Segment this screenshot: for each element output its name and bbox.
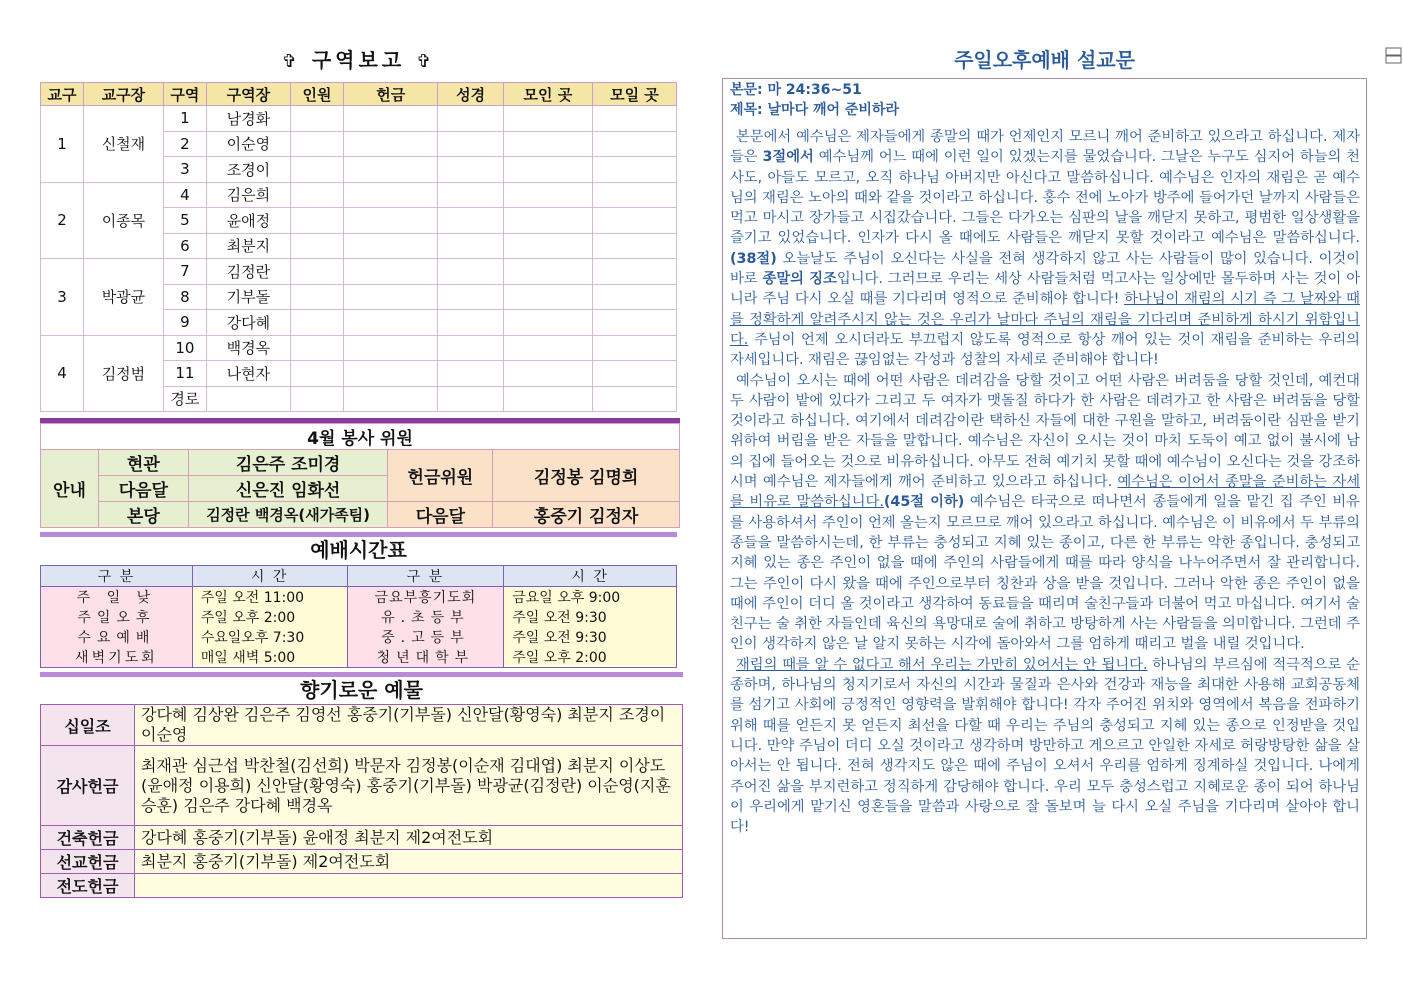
district-number: 6 xyxy=(163,233,206,259)
header-bible: 성경 xyxy=(438,83,504,106)
parish-number: 2 xyxy=(41,182,84,259)
parish-number: 4 xyxy=(41,335,84,412)
offering-committee-label: 헌금위원 xyxy=(388,450,493,502)
district-leader: 조경이 xyxy=(206,157,290,183)
table-row xyxy=(41,874,683,898)
worship-category: 중.고등부 xyxy=(347,627,504,647)
sermon-text: 하나님의 부르심에 적극적으로 순종하며, 하나님의 청지기로서 자신의 시간과 물질과 은사와 건강과 재능을 최대한 사용해 교회공동체를 섬기고 사회에 긍정적인 영향력을 발휘해야 합니다! 각자 주어진 위치와 영역에서 복음을 전파하기 위해 때를 얻든지 못 얻든지 최선을 다할 때 우리는 주님의 충성되고 지혜 있는 종으로 인정받을 것입니다. 만약 주님이 더디 오실 것이라고 생각하며 방만하고 게으르고 안일한 자세로 허랑방탕한 삶을 살아서는 안 됩니다. 전혀 생각지도 않은 때에 주님이 오셔서 우리를 엄하게 징계하실 것입니다. 나에게 주어진 삶을 부지런하고 정직하게 감당해야 합니다. 우리 모두 충성스럽고 지혜로운 종이 되어 하나님이 우리에게 맡기신 영혼들을 말씀과 사랑으로 잘 돌보며 늘 다시 오실 주님을 기다리며 살아야 합니다! xyxy=(730,656,1360,836)
bible-cell[interactable] xyxy=(438,106,504,132)
next-place-cell[interactable] xyxy=(592,106,676,132)
sermon-emphasis: (45절 이하) xyxy=(883,494,965,511)
district-leader: 기부돌 xyxy=(206,284,290,310)
worship-time: 주일 오후 2:00 xyxy=(504,647,677,668)
next-place-cell[interactable] xyxy=(592,259,676,285)
next-place-cell[interactable] xyxy=(592,157,676,183)
header-district-leader: 구역장 xyxy=(206,83,290,106)
parish-number: 3 xyxy=(41,259,84,336)
sermon-paragraph xyxy=(730,371,1360,655)
offerings-title: 향기로운 예물 xyxy=(300,678,423,702)
bible-cell[interactable] xyxy=(438,208,504,234)
attendance-cell[interactable] xyxy=(290,106,343,132)
district-leader xyxy=(206,386,290,412)
worship-category: 주 일 낮 xyxy=(41,587,193,608)
header-parish-leader: 교구장 xyxy=(84,83,164,106)
worship-schedule-title: 예배시간표 xyxy=(310,538,407,562)
report-header-row xyxy=(41,83,677,106)
table-row xyxy=(41,607,677,627)
district-leader: 이순영 xyxy=(206,131,290,157)
next-place-cell[interactable] xyxy=(592,335,676,361)
bible-cell[interactable] xyxy=(438,335,504,361)
offering-cell[interactable] xyxy=(344,131,438,157)
bible-cell[interactable] xyxy=(438,259,504,285)
met-place-cell[interactable] xyxy=(503,335,592,361)
offering-names: 강다혜 홍중기(기부돌) 윤애정 최분지 제2여전도회 xyxy=(135,826,683,850)
attendance-cell[interactable] xyxy=(290,208,343,234)
sermon-underline: 재림의 때를 알 수 없다고 해서 우리는 가만히 있어서는 안 됩니다. xyxy=(736,656,1148,673)
district-leader: 나현자 xyxy=(206,361,290,387)
service-names: 김은주 조미경 xyxy=(188,450,388,476)
offering-label: 전도헌금 xyxy=(41,874,135,898)
offering-names: 최분지 홍중기(기부돌) 제2여전도회 xyxy=(135,850,683,874)
district-number: 4 xyxy=(163,182,206,208)
service-names: 신은진 임화선 xyxy=(188,476,388,502)
worship-category: 새벽기도회 xyxy=(41,647,193,668)
bible-cell[interactable] xyxy=(438,233,504,259)
met-place-cell[interactable] xyxy=(503,233,592,259)
met-place-cell[interactable] xyxy=(503,182,592,208)
district-leader: 김은희 xyxy=(206,182,290,208)
offering-label: 감사헌금 xyxy=(41,746,135,826)
attendance-cell[interactable] xyxy=(290,131,343,157)
offering-cell[interactable] xyxy=(344,310,438,336)
cross-icon: ✞ xyxy=(416,51,436,72)
parish-number: 1 xyxy=(41,106,84,183)
table-row xyxy=(41,627,677,647)
worship-time: 주일 오전 11:00 xyxy=(192,587,347,608)
sermon-title: 주일오후예배 설교문 xyxy=(954,48,1135,72)
next-place-cell[interactable] xyxy=(592,182,676,208)
offering-label: 십일조 xyxy=(41,705,135,746)
header-offering: 헌금 xyxy=(344,83,438,106)
header-met-place: 모인 곳 xyxy=(503,83,592,106)
offering-committee-names: 김정봉 김명희 xyxy=(493,450,680,502)
attendance-cell[interactable] xyxy=(290,361,343,387)
attendance-cell[interactable] xyxy=(290,310,343,336)
district-number: 1 xyxy=(163,106,206,132)
bible-cell[interactable] xyxy=(438,361,504,387)
sermon-text: 예수님께 어느 때에 이런 일이 있겠는지를 물었습니다. 그날은 누구도 심지어 하늘의 천사도, 아들도 모르고, 오직 하나님 아버지만 아신다고 말씀하십니다. 예수님은 인자의 재림은 곧 예수님의 재림은 노아의 때와 같을 것이라고 하십니다. 홍수 전에 노아가 방주에 들어가던 날까지 사람들은 먹고 마시고 장가들고 시집갔습니다. 그들은 다가오는 심판의 날을 깨닫지 못하고, 평범한 일상생활을 즐기고 있었습니다. 인자가 다시 올 때에도 사람들은 깨닫지 못할 것이라고 예수님은 말씀하십니다. xyxy=(730,149,1360,247)
next-place-cell[interactable] xyxy=(592,131,676,157)
sermon-subject: 제목: 날마다 깨어 준비하라 xyxy=(730,102,899,118)
sermon-text: 본문에서 예수님은 제자들에게 종말의 때가 언제인지 모르니 깨어 준비하고 있으라고 하십니다. 제자들은 xyxy=(730,129,1360,166)
offering-cell[interactable] xyxy=(344,157,438,183)
bible-cell[interactable] xyxy=(438,157,504,183)
met-place-cell[interactable] xyxy=(503,208,592,234)
table-row xyxy=(41,647,677,668)
sermon-text: 예수님이 오시는 때에 어떤 사람은 데려감을 당할 것이고 어떤 사람은 버려둠을 당할 것인데, 예컨대 두 사람이 밭에 있다가 그리고 두 여자가 맷돌질 하다가 한 사람은 데려가고 한 사람은 버려둠을 당할 것이라고 하십니다. 여기에서 데려감이란 택하신 자들에 대한 구원을 말하고, 버려둠이란 심판을 받기 위하여 버림을 받은 자들을 말합니다. 예수님은 자신이 오시는 것이 마치 도둑이 예고 없이 불시에 남의 집에 들어오는 것으로 비유하십니다. 아무도 전혀 예기치 못할 때에 예수님이 오신다는 것을 강조하시며 예수님은 제자들에게 깨어 준비하고 있으라고 하십니다. xyxy=(730,372,1360,491)
bible-cell[interactable] xyxy=(438,386,504,412)
sermon-text: 주님이 언제 오시더라도 부끄럽지 않도록 영적으로 항상 깨어 있는 것이 재림을 준비하는 우리의 자세입니다. 재림은 끊임없는 각성과 성찰의 자세로 준비해야 합니다! xyxy=(730,331,1360,369)
district-leader: 백경옥 xyxy=(206,335,290,361)
attendance-cell[interactable] xyxy=(290,157,343,183)
bible-cell[interactable] xyxy=(438,284,504,310)
header-parish: 교구 xyxy=(41,83,84,106)
next-place-cell[interactable] xyxy=(592,284,676,310)
sermon-underline: 하나님이 재림의 시기 즉 그 날짜와 때를 정확하게 알려주시지 않는 것은 우리가 날마다 주님의 재림을 기다리며 준비하게 하시기 위함입니다. xyxy=(730,291,1360,348)
attendance-cell[interactable] xyxy=(290,386,343,412)
worship-category: 청년대학부 xyxy=(347,647,504,668)
district-leader: 강다혜 xyxy=(206,310,290,336)
attendance-cell[interactable] xyxy=(290,259,343,285)
table-row xyxy=(41,182,677,208)
worship-category: 금요부흥기도회 xyxy=(347,587,504,608)
met-place-cell[interactable] xyxy=(503,284,592,310)
parish-leader: 이종목 xyxy=(84,182,164,259)
district-leader: 김정란 xyxy=(206,259,290,285)
district-number: 8 xyxy=(163,284,206,310)
met-place-cell[interactable] xyxy=(503,361,592,387)
worship-category: 주일오후 xyxy=(41,607,193,627)
met-place-cell[interactable] xyxy=(503,106,592,132)
sermon-text: 오늘날도 주님이 오신다는 사실을 전혀 생각하지 않고 사는 사람들이 많이 있습니다. 이것이 바로 xyxy=(730,250,1360,288)
sermon-underline: 예수님은 이어서 종말을 준비하는 자세를 비유로 말씀하십니다. xyxy=(730,474,1361,511)
table-row xyxy=(41,587,677,608)
sermon-body xyxy=(730,127,1360,837)
header-category: 구 분 xyxy=(41,566,193,587)
header-attendance: 인원 xyxy=(290,83,343,106)
table-row xyxy=(41,106,677,132)
sermon-emphasis: (38절) xyxy=(730,250,777,267)
next-place-cell[interactable] xyxy=(592,361,676,387)
bible-cell[interactable] xyxy=(438,131,504,157)
offering-cell[interactable] xyxy=(344,361,438,387)
header-district: 구역 xyxy=(163,83,206,106)
worship-time: 주일 오후 2:00 xyxy=(192,607,347,627)
parish-leader: 김정범 xyxy=(84,335,164,412)
attendance-cell[interactable] xyxy=(290,284,343,310)
parish-leader: 박광균 xyxy=(84,259,164,336)
sermon-emphasis: 3절에서 xyxy=(762,149,814,166)
district-number: 9 xyxy=(163,310,206,336)
sermon-paragraph xyxy=(730,127,1360,371)
met-place-cell[interactable] xyxy=(503,157,592,183)
worship-category: 유.초등부 xyxy=(347,607,504,627)
parish-leader: 신철재 xyxy=(84,106,164,183)
worship-time: 금요일 오후 9:00 xyxy=(504,587,677,608)
bible-cell[interactable] xyxy=(438,182,504,208)
table-row xyxy=(41,335,677,361)
sermon-emphasis: 종말의 징조 xyxy=(762,271,837,288)
offering-label: 선교헌금 xyxy=(41,850,135,874)
worship-time: 주일 오전 9:30 xyxy=(504,607,677,627)
sermon-text: 입니다. 그러므로 우리는 세상 사람들처럼 먹고사는 일상에만 몰두하며 사는 것이 아니라 주님 다시 오실 때를 기다리며 영적으로 준비해야 합니다! xyxy=(730,271,1361,308)
district-report-table xyxy=(40,82,677,412)
district-number: 2 xyxy=(163,131,206,157)
offering-cell[interactable] xyxy=(344,259,438,285)
service-role: 현관 xyxy=(98,450,188,476)
offering-cell[interactable] xyxy=(344,284,438,310)
next-place-cell[interactable] xyxy=(592,310,676,336)
worship-time: 매일 새벽 5:00 xyxy=(192,647,347,668)
offering-cell[interactable] xyxy=(344,386,438,412)
district-leader: 남경화 xyxy=(206,106,290,132)
district-report-title-text: 구역보고 xyxy=(311,48,406,72)
bible-cell[interactable] xyxy=(438,310,504,336)
met-place-cell[interactable] xyxy=(503,259,592,285)
district-number: 10 xyxy=(163,335,206,361)
attendance-cell[interactable] xyxy=(290,182,343,208)
sermon-header xyxy=(730,80,899,120)
offering-names xyxy=(135,874,683,898)
offering-cell[interactable] xyxy=(344,182,438,208)
district-number: 3 xyxy=(163,157,206,183)
met-place-cell[interactable] xyxy=(503,386,592,412)
table-row xyxy=(41,850,683,874)
next-place-cell[interactable] xyxy=(592,208,676,234)
offering-cell[interactable] xyxy=(344,335,438,361)
offering-cell[interactable] xyxy=(344,208,438,234)
next-month-names: 홍중기 김정자 xyxy=(493,502,680,528)
service-names: 김정란 백경옥(새가족팀) xyxy=(188,502,388,528)
worship-time: 수요일오후 7:30 xyxy=(192,627,347,647)
header-time: 시 간 xyxy=(192,566,347,587)
table-row xyxy=(41,259,677,285)
table-row xyxy=(41,705,683,746)
table-row xyxy=(41,826,683,850)
worship-time: 주일 오전 9:30 xyxy=(504,627,677,647)
offering-names: 강다혜 김상완 김은주 김영선 홍중기(기부돌) 신안달(황영숙) 최분지 조경이 이순영 xyxy=(135,705,683,746)
offering-label: 건축헌금 xyxy=(41,826,135,850)
offering-names: 최재관 심근섭 박찬철(김선희) 박문자 김정봉(이순재 김대엽) 최분지 이상도(윤애정 이용희) 신안달(황영숙) 홍중기(기부돌) 박광균(김정란) 이순영(지훈 승훈) 김은주 강다혜 백경옥 xyxy=(135,746,683,826)
service-role: 다음달 xyxy=(98,476,188,502)
service-role: 본당 xyxy=(98,502,188,528)
guide-label: 안내 xyxy=(41,450,99,528)
offering-cell[interactable] xyxy=(344,106,438,132)
worship-category: 수요예배 xyxy=(41,627,193,647)
sermon-reference: 본문: 마 24:36~51 xyxy=(730,82,862,98)
sermon-paragraph xyxy=(730,655,1360,838)
offering-cell[interactable] xyxy=(344,233,438,259)
offerings-table xyxy=(40,704,683,898)
header-time: 시 간 xyxy=(504,566,677,587)
cross-icon: ✞ xyxy=(281,51,301,72)
worship-header-row xyxy=(41,566,677,587)
attendance-cell[interactable] xyxy=(290,335,343,361)
district-number: 7 xyxy=(163,259,206,285)
next-place-cell[interactable] xyxy=(592,233,676,259)
header-next-place: 모일 곳 xyxy=(592,83,676,106)
district-number: 5 xyxy=(163,208,206,234)
next-month-label: 다음달 xyxy=(388,502,493,528)
district-number: 경로 xyxy=(163,386,206,412)
worship-schedule-table xyxy=(40,565,677,668)
attendance-cell[interactable] xyxy=(290,233,343,259)
service-committee-table xyxy=(40,423,680,528)
header-category: 구 분 xyxy=(347,566,504,587)
district-report-title xyxy=(40,44,677,73)
service-committee-title: 4월 봉사 위원 xyxy=(41,424,680,450)
met-place-cell[interactable] xyxy=(503,131,592,157)
corner-mark-icon xyxy=(1385,47,1402,64)
next-place-cell[interactable] xyxy=(592,386,676,412)
sermon-text: 예수님은 타국으로 떠나면서 종들에게 일을 맡긴 집 주인 비유를 사용하셔서 주인이 언제 올는지 모르므로 깨어 있으라고 하십니다. 예수님은 이 비유에서 두 부류의 종들을 말씀하시는데, 한 부류는 충성되고 지혜 있는 종이고, 다른 한 부류는 악한 종입니다. 충성되고 지혜 있는 종은 주인이 없을 때에 주인의 사람들에게 때를 따라 양식을 나누어주면서 잘 관리합니다. 그는 주인이 다시 왔을 때에 주인으로부터 칭찬과 상을 받을 것입니다. 그러나 악한 종은 주인이 없을 때에 주인이 더디 올 것이라고 생각하여 동료들을 때리며 술친구들과 더불어 먹고 마십니다. 여기서 술친구는 술 취한 자들인데 육신의 욕망대로 술에 취하고 방탕하게 사는 사람들을 의미합니다. 그런데 주인이 생각하지 않은 날 알지 못하는 시각에 돌아와서 그를 엄하게 때리고 벌을 내릴 것입니다. xyxy=(730,494,1360,653)
district-leader: 최분지 xyxy=(206,233,290,259)
district-number: 11 xyxy=(163,361,206,387)
district-leader: 윤애정 xyxy=(206,208,290,234)
table-row xyxy=(41,746,683,826)
met-place-cell[interactable] xyxy=(503,310,592,336)
